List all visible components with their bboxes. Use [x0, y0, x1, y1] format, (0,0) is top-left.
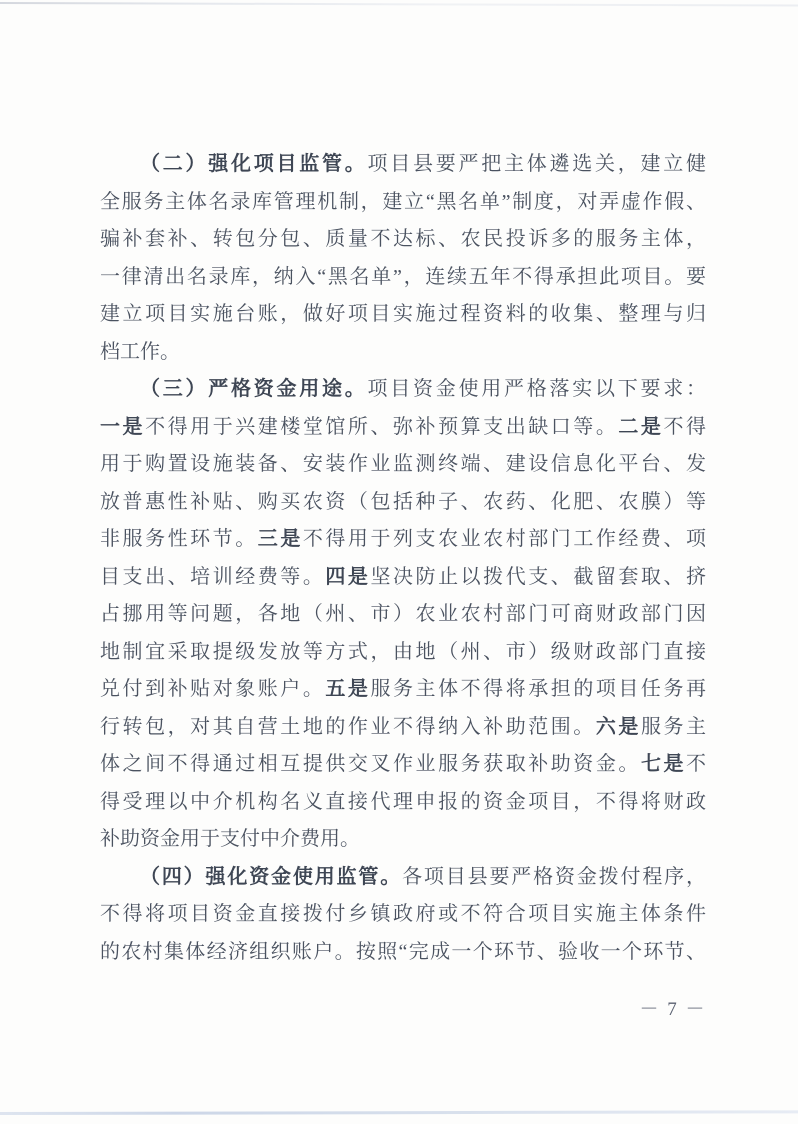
text-segment: 兑付到补贴对象账户。 — [100, 678, 326, 700]
text-segment: 一律清出名录库，纳入“黑名单”，连续五年不得承担此项目。要 — [100, 265, 706, 288]
text-segment: 的农村集体经济组织账户。按照“完成一个环节、验收一个环节、 — [100, 940, 706, 963]
text-line — [100, 896, 706, 934]
text-line — [100, 521, 706, 559]
text-segment: 建立项目实施台账，做好项目实施过程资料的收集、整理与归 — [100, 303, 706, 325]
text-line — [100, 671, 706, 709]
bold-text-segment: （三）严格资金用途。 — [140, 378, 368, 400]
text-segment: 非服务性环节。 — [100, 528, 258, 550]
scan-artifact-bottom-edge — [0, 1110, 798, 1115]
text-line — [100, 821, 706, 859]
text-segment: 占挪用等问题，各地（州、市）农业农村部门可商财政部门因 — [100, 603, 706, 625]
bold-text-segment: 二是 — [618, 415, 664, 438]
text-segment: 行转包，对其自营土地的作业不得纳入补助范围。 — [100, 715, 596, 738]
text-segment: 骗补套补、转包分包、质量不达标、农民投诉多的服务主体， — [100, 228, 706, 250]
text-segment: 放普惠性补贴、购买农资（包括种子、农药、化肥、农膜）等 — [100, 490, 706, 513]
bold-text-segment: 四是 — [325, 565, 371, 588]
paragraph — [100, 371, 706, 859]
document-body — [100, 146, 706, 971]
bold-text-segment: 五是 — [325, 678, 371, 700]
text-line — [100, 296, 706, 334]
text-line — [100, 334, 706, 372]
text-line — [100, 559, 706, 597]
text-line — [100, 184, 706, 222]
page-number: － 7 － — [639, 999, 707, 1020]
text-segment: 用于购置设施装备、安装作业监测终端、建设信息化平台、发 — [100, 453, 706, 475]
text-line — [100, 409, 706, 447]
text-segment: 不得用于列支农业农村部门工作经费、项 — [302, 528, 707, 550]
text-segment: 补助资金用于支付中介费用。 — [100, 828, 360, 850]
text-line — [100, 746, 706, 784]
text-segment: 服务主 — [640, 715, 707, 738]
text-line — [100, 859, 706, 897]
scan-artifact-top-edge — [0, 2, 798, 7]
text-line — [100, 634, 706, 672]
text-segment: 全服务主体名录库管理机制，建立“黑名单”制度，对弄虚作假、 — [100, 190, 706, 213]
paragraph — [100, 859, 706, 972]
text-line — [100, 784, 706, 822]
paragraph — [100, 146, 706, 371]
bold-text-segment: （四）强化资金使用监管。 — [140, 865, 403, 888]
text-segment: 项目县要严把主体遴选关，建立健 — [367, 153, 706, 175]
text-segment: 服务主体不得将承担的项目任务再 — [370, 678, 707, 700]
text-segment: 地制宜采取提级发放等方式，由地（州、市）级财政部门直接 — [100, 640, 706, 663]
text-segment: 项目资金使用严格落实以下要求： — [367, 378, 706, 400]
bold-text-segment: （二）强化项目监管。 — [140, 153, 368, 175]
text-segment: 不得用于兴建楼堂馆所、弥补预算支出缺口等。 — [145, 415, 619, 438]
text-segment: 不得 — [663, 415, 707, 438]
text-line — [100, 221, 706, 259]
text-segment: 体之间不得通过相互提供交叉作业服务获取补助资金。 — [100, 753, 641, 775]
text-segment: 坚决防止以拨代支、截留套取、挤 — [370, 565, 707, 588]
text-line — [100, 259, 706, 297]
bold-text-segment: 三是 — [257, 528, 303, 550]
text-line — [100, 446, 706, 484]
text-segment: 各项目县要严格资金拨付程序， — [402, 865, 707, 888]
text-line — [100, 484, 706, 522]
text-segment: 得受理以中介机构名义直接代理申报的资金项目，不得将财政 — [100, 790, 706, 813]
text-line — [100, 371, 706, 409]
bold-text-segment: 一是 — [100, 415, 146, 438]
text-line — [100, 709, 706, 747]
text-line — [100, 934, 706, 972]
bold-text-segment: 六是 — [595, 715, 641, 738]
text-line — [100, 596, 706, 634]
text-segment: 不得将项目资金直接拨付乡镇政府或不符合项目实施主体条件 — [100, 903, 706, 925]
text-line — [100, 146, 706, 184]
bold-text-segment: 七是 — [640, 753, 687, 775]
text-segment: 目支出、培训经费等。 — [100, 565, 326, 588]
text-segment: 不 — [686, 753, 707, 775]
text-segment: 档工作。 — [100, 340, 180, 363]
